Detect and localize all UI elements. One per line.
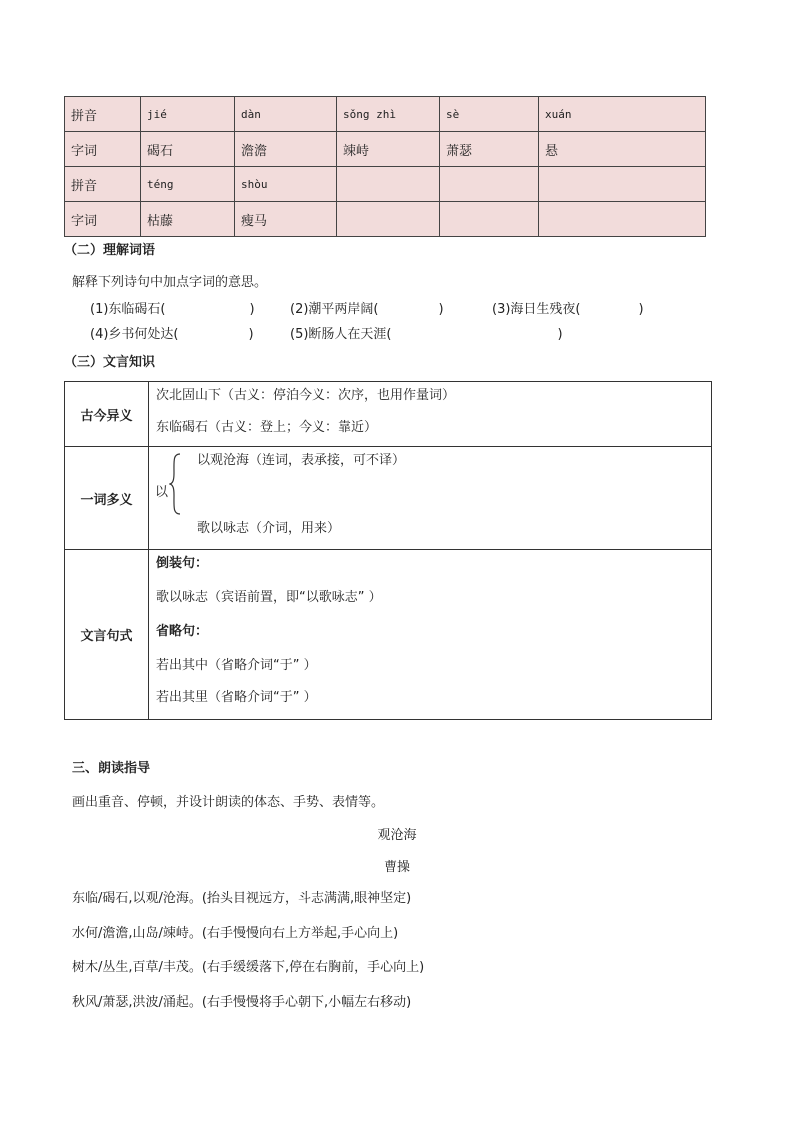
exercise-item <box>290 298 444 317</box>
empty-cell <box>440 202 539 237</box>
table-row <box>65 132 706 167</box>
content-line: 歌以咏志（宾语前置，即“以歌咏志” ） <box>156 590 382 605</box>
content-line: 次北固山下（古义：停泊今义：次序，也用作量词） <box>156 388 456 403</box>
table-row <box>65 97 706 132</box>
exercise-item <box>290 323 563 342</box>
empty-cell <box>337 202 440 237</box>
pinyin-cell: jié <box>141 97 235 132</box>
word-cell: 澹澹 <box>235 132 337 167</box>
poem-line: 秋风/萧瑟,洪波/涌起。(右手慢慢将手心朝下,小幅左右移动) <box>72 995 412 1010</box>
sentence-type-label: 省略句： <box>156 624 209 639</box>
content-line: 歌以咏志（介词，用来） <box>197 521 341 536</box>
section-heading-understand-words: （二）理解词语 <box>64 243 156 258</box>
word-cell: 竦峙 <box>337 132 440 167</box>
content-line: 若出其里（省略介词“于” ） <box>156 690 317 705</box>
item-text: 东临碣石( <box>108 302 166 317</box>
table-row <box>65 382 712 447</box>
empty-cell <box>440 167 539 202</box>
empty-cell <box>539 167 706 202</box>
section-heading-reading-guide: 三、朗读指导 <box>72 761 151 776</box>
item-number: (4) <box>90 327 109 342</box>
word-cell: 瘦马 <box>235 202 337 237</box>
empty-cell <box>337 167 440 202</box>
sentence-type-label: 倒装句： <box>156 556 209 571</box>
item-close: ) <box>438 302 444 317</box>
content-cell <box>149 447 712 550</box>
pinyin-cell: shòu <box>235 167 337 202</box>
pinyin-cell: téng <box>141 167 235 202</box>
polysemy-word: 以 <box>155 485 169 500</box>
row-label: 拼音 <box>65 97 141 132</box>
poem-line: 树木/丛生,百草/丰茂。(右手缓缓落下,停在右胸前，手心向上) <box>72 960 425 975</box>
content-line: 东临碣石（古义：登上；今义：靠近） <box>156 420 378 435</box>
item-close: ) <box>249 302 255 317</box>
table-row <box>65 167 706 202</box>
item-text: 海日生残夜( <box>510 302 581 317</box>
row-label: 字词 <box>65 202 141 237</box>
item-text: 乡书何处达( <box>108 327 179 342</box>
content-line: 以观沧海（连词，表承接，可不译） <box>197 453 406 468</box>
poem-line: 东临/碣石,以观/沧海。(抬头目视远方，斗志满满,眼神坚定) <box>72 891 412 906</box>
poem-author: 曹操 <box>383 860 410 875</box>
item-close: ) <box>248 327 254 342</box>
section-instruction: 解释下列诗句中加点字词的意思。 <box>72 275 268 290</box>
brace-icon <box>169 453 181 515</box>
exercise-item <box>492 298 644 317</box>
reading-instruction: 画出重音、停顿，并设计朗读的体态、手势、表情等。 <box>72 795 385 810</box>
item-text: 潮平两岸阔( <box>308 302 379 317</box>
table-row <box>65 447 712 550</box>
content-cell <box>149 382 712 447</box>
word-cell: 枯藤 <box>141 202 235 237</box>
category-cell: 文言句式 <box>65 550 149 720</box>
pinyin-cell: sǒng zhì <box>337 97 440 132</box>
category-cell: 一词多义 <box>65 447 149 550</box>
table-row <box>65 202 706 237</box>
item-close: ) <box>557 327 563 342</box>
item-text: 断肠人在天涯( <box>308 327 392 342</box>
row-label: 字词 <box>65 132 141 167</box>
pinyin-table <box>64 96 706 237</box>
poem-line: 水何/澹澹,山岛/竦峙。(右手慢慢向右上方举起,手心向上) <box>72 926 399 941</box>
pinyin-cell: dàn <box>235 97 337 132</box>
pinyin-cell: xuán <box>539 97 706 132</box>
table-row <box>65 550 712 720</box>
word-cell: 悬 <box>539 132 706 167</box>
exercise-item <box>90 323 254 342</box>
word-cell: 碣石 <box>141 132 235 167</box>
exercise-item <box>90 298 255 317</box>
classical-knowledge-table <box>64 381 712 720</box>
content-cell <box>149 550 712 720</box>
row-label: 拼音 <box>65 167 141 202</box>
empty-cell <box>539 202 706 237</box>
item-number: (3) <box>492 302 511 317</box>
section-heading-classical-knowledge: （三）文言知识 <box>64 355 156 370</box>
poem-title: 观沧海 <box>377 828 417 843</box>
item-number: (5) <box>290 327 309 342</box>
item-number: (2) <box>290 302 309 317</box>
pinyin-cell: sè <box>440 97 539 132</box>
item-number: (1) <box>90 302 109 317</box>
item-close: ) <box>638 302 644 317</box>
category-cell: 古今异义 <box>65 382 149 447</box>
word-cell: 萧瑟 <box>440 132 539 167</box>
content-line: 若出其中（省略介词“于” ） <box>156 658 317 673</box>
